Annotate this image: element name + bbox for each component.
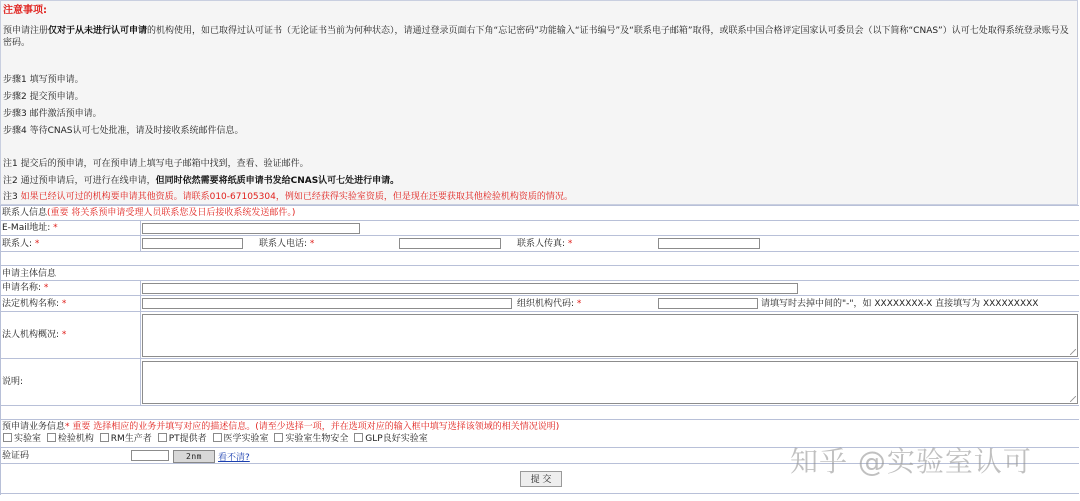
captcha-refresh-link[interactable]: 看不清? xyxy=(218,453,250,463)
required-mark: * xyxy=(43,283,49,293)
contact-header-note: (重要 将关系预申请受理人员联系您及日后接收系统发送邮件。) xyxy=(47,208,296,218)
note-1: 注1 提交后的预申请，可在预申请上填写电子邮箱中找到，查看、验证邮件。 xyxy=(3,159,309,169)
captcha-input[interactable] xyxy=(131,450,169,461)
apply-name-label xyxy=(2,282,48,294)
note-3-text: 如果已经认可过的机构要申请其他资质。请联系010-67105304，例如已经获得实验室资质，但是现在还要获取其他检验机构资质的情况。 xyxy=(20,192,573,202)
notice-intro xyxy=(3,25,1077,49)
business-header-title: 预申请业务信息 xyxy=(2,422,66,432)
contact-name-label-cell xyxy=(0,236,141,251)
option-lab[interactable] xyxy=(0,434,41,444)
org-code-hint: 请填写时去掉中间的"-"，如 XXXXXXXX-X 直接填写为 XXXXXXXXX xyxy=(761,299,1039,309)
option-label: 实验室 xyxy=(14,434,42,444)
business-header xyxy=(2,421,559,433)
contact-name-label xyxy=(2,238,39,250)
spacer-row-2 xyxy=(0,405,1079,419)
checkbox-icon[interactable] xyxy=(47,433,56,442)
email-label xyxy=(2,222,58,234)
contact-phone-label-text: 联系人电话: xyxy=(259,239,308,249)
notice-intro-emphasis: 仅对于从未进行认可申请 xyxy=(48,26,148,36)
business-header-note: * 重要 选择相应的业务并填写对应的描述信息。(请至少选择一项，并在选项对应的输入框中填写选择该领域的相关情况说明) xyxy=(65,422,560,432)
contact-header xyxy=(2,207,295,219)
contact-fax-label xyxy=(517,238,572,250)
overview-label-cell xyxy=(0,312,141,358)
entity-header-row xyxy=(0,265,1079,280)
contact-header-title: 联系人信息 xyxy=(2,208,48,218)
step-4: 步骤4 等待CNAS认可七处批准，请及时接收系统邮件信息。 xyxy=(3,126,244,136)
email-row xyxy=(0,220,1079,235)
contact-fax-label-text: 联系人传真: xyxy=(517,239,566,249)
description-textarea[interactable] xyxy=(142,361,1078,404)
option-glp[interactable] xyxy=(351,434,427,444)
option-medical[interactable] xyxy=(210,434,269,444)
required-mark: * xyxy=(34,239,40,249)
required-mark: * xyxy=(61,330,67,340)
apply-name-label-text: 申请名称: xyxy=(2,283,42,293)
checkbox-icon[interactable] xyxy=(274,433,283,442)
notice-intro-rest: 的机构使用，如已取得过认可证书（无论证书当前为何种状态），请通过登录页面右下角“忘记密码”功能输入“证书编号”及“联系电子邮箱”取得，或联系中国合格评定国家认可委员会（以下简称“CNAS”）认可七处取得系统登录账号及密码。 xyxy=(3,26,1069,48)
note-2-text: 注2 通过预申请后，可进行在线申请， xyxy=(3,176,156,186)
required-mark: * xyxy=(309,239,315,249)
legal-name-label-text: 法定机构名称: xyxy=(2,299,60,309)
checkbox-icon[interactable] xyxy=(158,433,167,442)
contact-row xyxy=(0,235,1079,251)
notice-intro-text: 预申请注册 xyxy=(3,26,49,36)
contact-name-label-text: 联系人: xyxy=(2,239,33,249)
option-biosafety[interactable] xyxy=(271,434,348,444)
required-mark: * xyxy=(567,239,573,249)
overview-label-text: 法人机构概况: xyxy=(2,330,60,340)
overview-label xyxy=(2,329,66,341)
resize-grip-icon[interactable] xyxy=(1070,349,1076,355)
apply-name-row xyxy=(0,280,1079,295)
option-label: RM生产者 xyxy=(110,434,152,444)
apply-name-label-cell xyxy=(0,281,141,295)
required-mark: * xyxy=(53,223,58,233)
option-label: 检验机构 xyxy=(57,434,94,444)
option-label: GLP良好实验室 xyxy=(365,434,428,444)
submit-button[interactable]: 提 交 xyxy=(520,471,562,487)
checkbox-icon[interactable] xyxy=(3,433,12,442)
legal-name-label xyxy=(2,298,66,310)
overview-row xyxy=(0,311,1079,358)
contact-header-row xyxy=(0,205,1079,220)
note-3 xyxy=(3,191,573,203)
option-pt[interactable] xyxy=(155,434,207,444)
description-row xyxy=(0,358,1079,405)
bottom-border xyxy=(0,493,1079,494)
notice-title: 注意事项: xyxy=(3,5,47,16)
description-label-cell xyxy=(0,359,141,405)
entity-header: 申请主体信息 xyxy=(2,269,57,279)
required-mark: * xyxy=(576,299,582,309)
legal-name-row xyxy=(0,295,1079,311)
option-rm[interactable] xyxy=(97,434,152,444)
note-2-emphasis: 但同时依然需要将纸质申请书发给CNAS认可七处进行申请。 xyxy=(155,176,400,186)
overview-textarea[interactable] xyxy=(142,314,1078,357)
note-2 xyxy=(3,175,399,187)
checkbox-icon[interactable] xyxy=(354,433,363,442)
note-3-prefix: 注3 xyxy=(3,192,21,202)
step-3: 步骤3 邮件激活预申请。 xyxy=(3,109,102,119)
option-label: PT提供者 xyxy=(168,434,207,444)
option-label: 实验室生物安全 xyxy=(285,434,349,444)
email-label-cell xyxy=(0,221,141,235)
captcha-image[interactable]: 2nm xyxy=(173,450,215,463)
step-2: 步骤2 提交预申请。 xyxy=(3,92,84,102)
spacer-row xyxy=(0,251,1079,265)
contact-phone-label xyxy=(259,238,314,250)
legal-name-label-cell xyxy=(0,296,141,311)
description-label: 说明: xyxy=(2,377,24,387)
option-label: 医学实验室 xyxy=(223,434,269,444)
email-input[interactable] xyxy=(142,223,360,234)
notice-panel xyxy=(0,0,1078,205)
contact-name-input[interactable] xyxy=(142,238,243,249)
checkbox-icon[interactable] xyxy=(100,433,109,442)
business-options xyxy=(0,433,428,445)
step-1: 步骤1 填写预申请。 xyxy=(3,75,84,85)
watermark: 知乎 @实验室认可 xyxy=(790,445,1032,478)
org-code-label-text: 组织机构代码: xyxy=(517,299,575,309)
required-mark: * xyxy=(61,299,67,309)
checkbox-icon[interactable] xyxy=(213,433,222,442)
email-label-text: E-Mail地址: xyxy=(2,223,51,233)
org-code-label xyxy=(517,298,581,310)
resize-grip-icon[interactable] xyxy=(1070,396,1076,402)
contact-fax-input[interactable] xyxy=(658,238,760,249)
legal-name-input[interactable] xyxy=(142,298,512,309)
option-inspection[interactable] xyxy=(44,434,94,444)
contact-phone-input[interactable] xyxy=(399,238,501,249)
apply-name-input[interactable] xyxy=(142,283,798,294)
org-code-input[interactable] xyxy=(658,298,758,309)
captcha-label: 验证码 xyxy=(2,451,30,461)
